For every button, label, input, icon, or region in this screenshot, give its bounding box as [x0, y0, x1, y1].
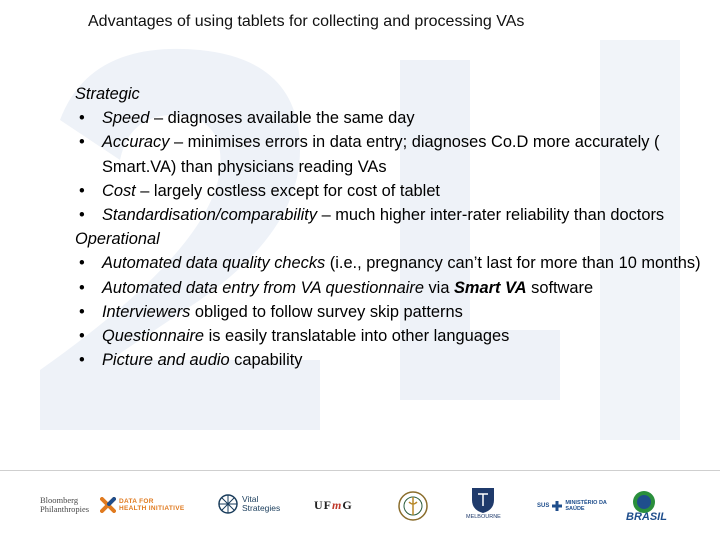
section-heading-operational: Operational — [75, 230, 160, 249]
data-for-health-logo: DATA FOR HEALTH INITIATIVE — [100, 497, 185, 513]
list-item: • Cost – largely costless except for cost of tablet — [75, 179, 705, 203]
list-item: • Standardisation/comparability – much higher inter-rater reliability than doctors — [75, 203, 705, 227]
list-item: • Questionnaire is easily translatable into other languages — [75, 324, 705, 348]
brasil-logo — [614, 488, 684, 522]
list-item: • Automated data entry from VA questionnaire via Smart VA software — [75, 276, 705, 300]
section-heading-strategic: Strategic — [75, 85, 140, 103]
svg-text:BRASIL: BRASIL — [626, 511, 667, 522]
bullet-icon — [79, 251, 85, 275]
list-item: • Accuracy – minimises errors in data entry; diagnoses Co.D more accurately ( Smart.VA) than physicians reading VAs — [75, 130, 705, 178]
plus-icon — [552, 501, 562, 511]
list-item: • Interviewers obliged to follow survey skip patterns — [75, 300, 705, 324]
bullet-icon — [79, 300, 85, 324]
vital-strategies-logo: Vital Strategies — [218, 494, 280, 514]
footer-divider — [0, 470, 720, 471]
bullet-icon — [79, 130, 85, 154]
seal-icon — [398, 486, 428, 526]
globe-icon — [218, 494, 238, 514]
page-title: Advantages of using tablets for collecting and processing VAs — [88, 13, 525, 30]
cross-icon — [100, 497, 116, 513]
bullet-icon — [79, 276, 85, 300]
brasil-globe-icon — [614, 488, 684, 522]
shield-icon — [470, 486, 496, 514]
list-item: • Speed – diagnoses available the same day — [75, 106, 705, 130]
ufmg-logo: UF m G — [314, 498, 353, 512]
ministerio-saude-logo: SUS MINISTÉRIO DA SAÚDE — [537, 500, 607, 512]
advantages-list — [75, 82, 705, 372]
partner-logos — [0, 478, 720, 540]
bullet-icon — [79, 348, 85, 372]
list-item: • Picture and audio capability — [75, 348, 705, 372]
melbourne-logo: MELBOURNE — [466, 486, 501, 520]
bullet-icon — [79, 203, 85, 227]
crest-logo — [398, 486, 428, 526]
list-item: • Automated data quality checks (i.e., pregnancy can’t last for more than 10 months) — [75, 251, 705, 275]
bloomberg-logo: Bloomberg Philanthropies — [40, 495, 90, 514]
bullet-icon — [79, 179, 85, 203]
bullet-icon — [79, 106, 85, 130]
bullet-icon — [79, 324, 85, 348]
